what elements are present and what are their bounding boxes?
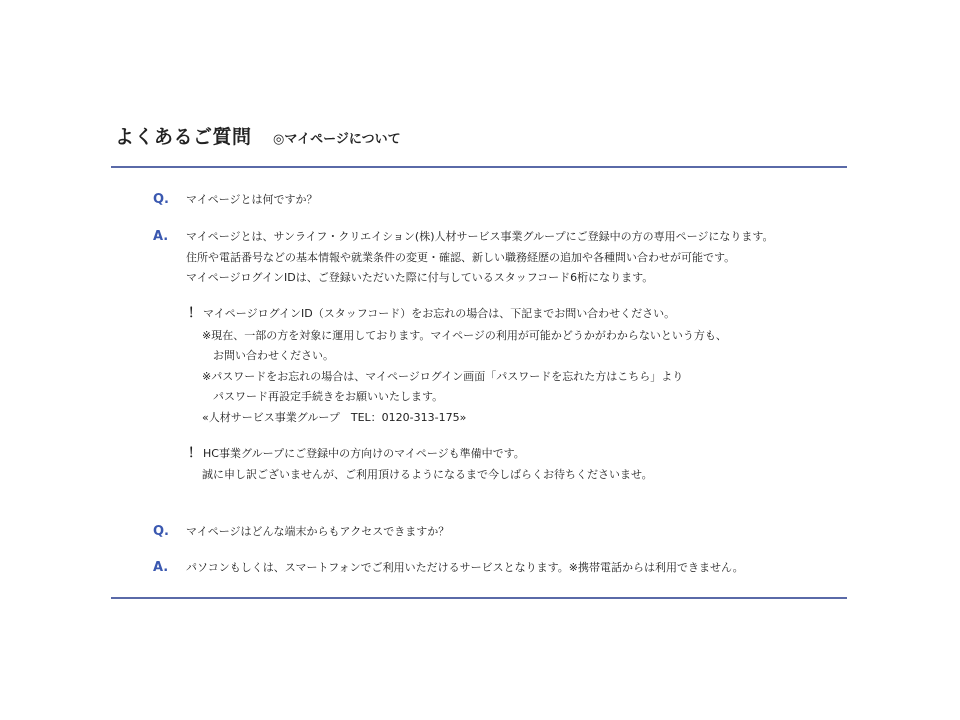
divider-top [111,166,847,168]
exclamation-icon: ！ [188,446,202,461]
exclamation-icon: ！ [188,306,202,321]
page-subtitle: ◎マイページについて [273,132,401,147]
divider-bottom [111,597,847,599]
question-text-2: マイページはどんな端末からもアクセスできますか？ [186,525,450,538]
notice-heading-text: HC事業グループにご登録中の方向けのマイページも準備中です。 [203,447,525,460]
contact-line: «人材サービス事業グループ TEL：0120-313-175» [202,411,467,424]
answer-line: パソコンもしくは、スマートフォンでご利用いただけるサービスとなります。※携帯電話からは利用できません。 [186,561,744,574]
notice-heading [188,447,525,461]
question-mark-1: Q. [153,192,169,207]
notice-heading [188,307,675,321]
answer-line: 住所や電話番号などの基本情報や就業条件の変更・確認、新しい職務経歴の追加や各種問い合わせが可能です。 [186,251,736,264]
answer-mark-2: A. [153,560,169,575]
answer-line: マイページとは、サンライフ・クリエイション(株)人材サービス事業グループにご登録中の方の専用ページになります。 [186,230,774,243]
notice-heading-text: マイページログインID（スタッフコード）をお忘れの場合は、下記までお問い合わせください。 [203,307,676,320]
notice-line: パスワード再設定手続きをお願いいたします。 [213,390,444,403]
notice-line: ※現在、一部の方を対象に運用しております。マイページの利用が可能かどうかがわからないという方も、 [202,329,727,342]
answer-mark-1: A. [153,229,169,244]
page-title: よくあるご質問 [115,126,252,148]
question-mark-2: Q. [153,524,169,539]
notice-line: ※パスワードをお忘れの場合は、マイページログイン画面「パスワードを忘れた方はこちら」より [202,370,684,383]
notice-line: 誠に申し訳ございませんが、ご利用頂けるようになるまで今しばらくお待ちくださいませ。 [202,468,653,481]
answer-line: マイページログインIDは、ご登録いただいた際に付与しているスタッフコード6桁になります。 [186,271,654,284]
notice-line: お問い合わせください。 [213,349,334,362]
question-text-1: マイページとは何ですか？ [186,193,318,206]
